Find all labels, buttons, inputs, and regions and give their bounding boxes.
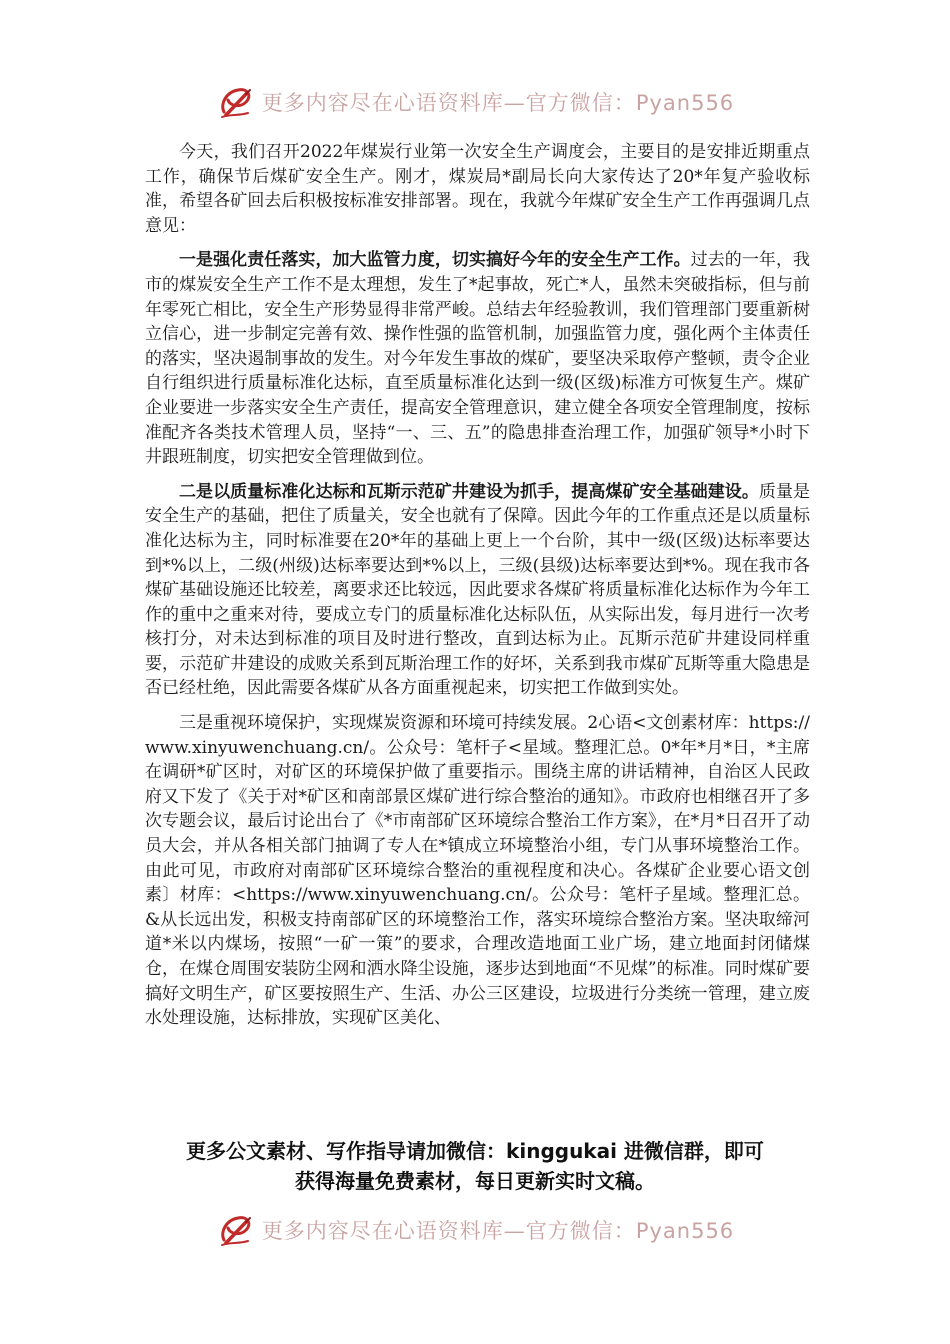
- paragraph-point-three: 三是重视环境保护，实现煤炭资源和环境可持续发展。2心语<文创素材库：https://www.xinyuwenchuang.cn/。公众号：笔杆子<星域。整理汇总。0*年*月*日，*主席在调研*矿区时，对矿区的环境保护做了重要指示。围绕主席的讲话精神，自治区人民政府又下发了《关于对*矿区和南部景区煤矿进行综合整治的通知》。市政府也相继召开了多次专题会议，最后讨论出台了《*市南部矿区环境综合整治工作方案》，在*月*日召开了动员大会，并从各相关部门抽调了专人在*镇成立环境整治小组，专门从事环境整治工作。由此可见，市政府对南部矿区环境综合整治的重视程度和决心。各煤矿企业要心语文创素〕材库：<https://www.xinyuwenchuang.cn/。公众号：笔杆子星域。整理汇总。&从长远出发，积极支持南部矿区的环境整治工作，落实环境综合整治方案。坚决取缔河道*米以内煤场，按照“一矿一策”的要求，合理改造地面工业广场，建立地面封闭储煤仓，在煤仓周围安装防尘网和洒水降尘设施，逐步达到地面“不见煤”的标准。同时煤矿要搞好文明生产，矿区要按照生产、生活、办公三区建设，垃圾进行分类统一管理，建立废水处理设施，达标排放，实现矿区美化、: [145, 713, 810, 1029]
- paragraph-point-one: 一是强化责任落实，加大监管力度，切实搞好今年的安全生产工作。过去的一年，我市的煤炭安全生产工作不是太理想，发生了*起事故，死亡*人，虽然未突破指标，但与前年零死亡相比，安全生产形势显得非常严峻。总结去年经验教训，我们管理部门要重新树立信心，进一步制定完善有效、操作性强的监管机制，加强监管力度，强化两个主体责任的落实，坚决遏制事故的发生。对今年发生事故的煤矿，要坚决采取停产整顿，责令企业自行组织进行质量标准化达标，直至质量标准化达到一级(区级)标准方可恢复生产。煤矿企业要进一步落实安全生产责任，提高安全管理意识，建立健全各项安全管理制度，按标准配齐各类技术管理人员，坚持“一、三、五”的隐患排查治理工作，加强矿领导*小时下井跟班制度，切实把安全管理做到位。: [145, 250, 811, 468]
- header-banner: [0, 80, 950, 124]
- footer-wechat-id: Pyan556: [635, 1219, 735, 1243]
- footer-banner: [0, 1208, 950, 1252]
- paragraph-point-two: 二是以质量标准化达标和瓦斯示范矿井建设为抓手，提高煤矿安全基础建设。质量是安全生产的基础，把住了质量关，安全也就有了保障。因此今年的工作重点还是以质量标准化达标为主，同时标准要在20*年的基础上更上一个台阶，其中一级(区级)达标率要达到*%以上，二级(州级)达标率要达到*%以上，三级(县级)达标率要达到*%。现在我市各煤矿基础设施还比较差，离要求还比较远，因此要求各煤矿将质量标准化达标作为今年工作的重中之重来对待，要成立专门的质量标准化达标队伍，从实际出发，每月进行一次考核打分，对未达到标准的项目及时进行整改，直到达标为止。瓦斯示范矿井建设同样重要，示范矿井建设的成败关系到瓦斯治理工作的好坏，关系到我市煤矿瓦斯等重大隐患是否已经杜绝，因此需要各煤矿从各方面重视起来，切实把工作做到实处。: [145, 481, 811, 699]
- promo-line-1: 更多公文素材、写作指导请加微信：kinggukai 进微信群，即可: [186, 1139, 764, 1163]
- header-wechat-id: Pyan556: [635, 91, 735, 115]
- paragraph-heading: 二是以质量标准化达标和瓦斯示范矿井建设为抓手，提高煤矿安全基础建设。: [179, 481, 759, 502]
- pen-signature-icon: [216, 82, 256, 122]
- paragraph-intro: 今天，我们召开2022年煤炭行业第一次安全生产调度会，主要目的是安排近期重点工作，确保节后煤矿安全生产。刚才，煤炭局*副局长向大家传达了20*年复产验收标准，希望各矿回去后积极按标准安排部署。现在，我就今年煤矿安全生产工作再强调几点意见：: [145, 142, 810, 236]
- footer-brand-text: 更多内容尽在心语资料库—官方微信：Pyan556: [261, 1219, 735, 1243]
- header-brand-text: 更多内容尽在心语资料库—官方微信：Pyan556: [261, 91, 735, 115]
- pen-signature-icon: [216, 1210, 256, 1250]
- wechat-promo-notice: [140, 1136, 810, 1196]
- document-body: [145, 140, 810, 1041]
- paragraph-heading: 一是强化责任落实，加大监管力度，切实搞好今年的安全生产工作。: [179, 250, 691, 271]
- promo-line-2: 获得海量免费素材，每日更新实时文稿。: [295, 1169, 655, 1193]
